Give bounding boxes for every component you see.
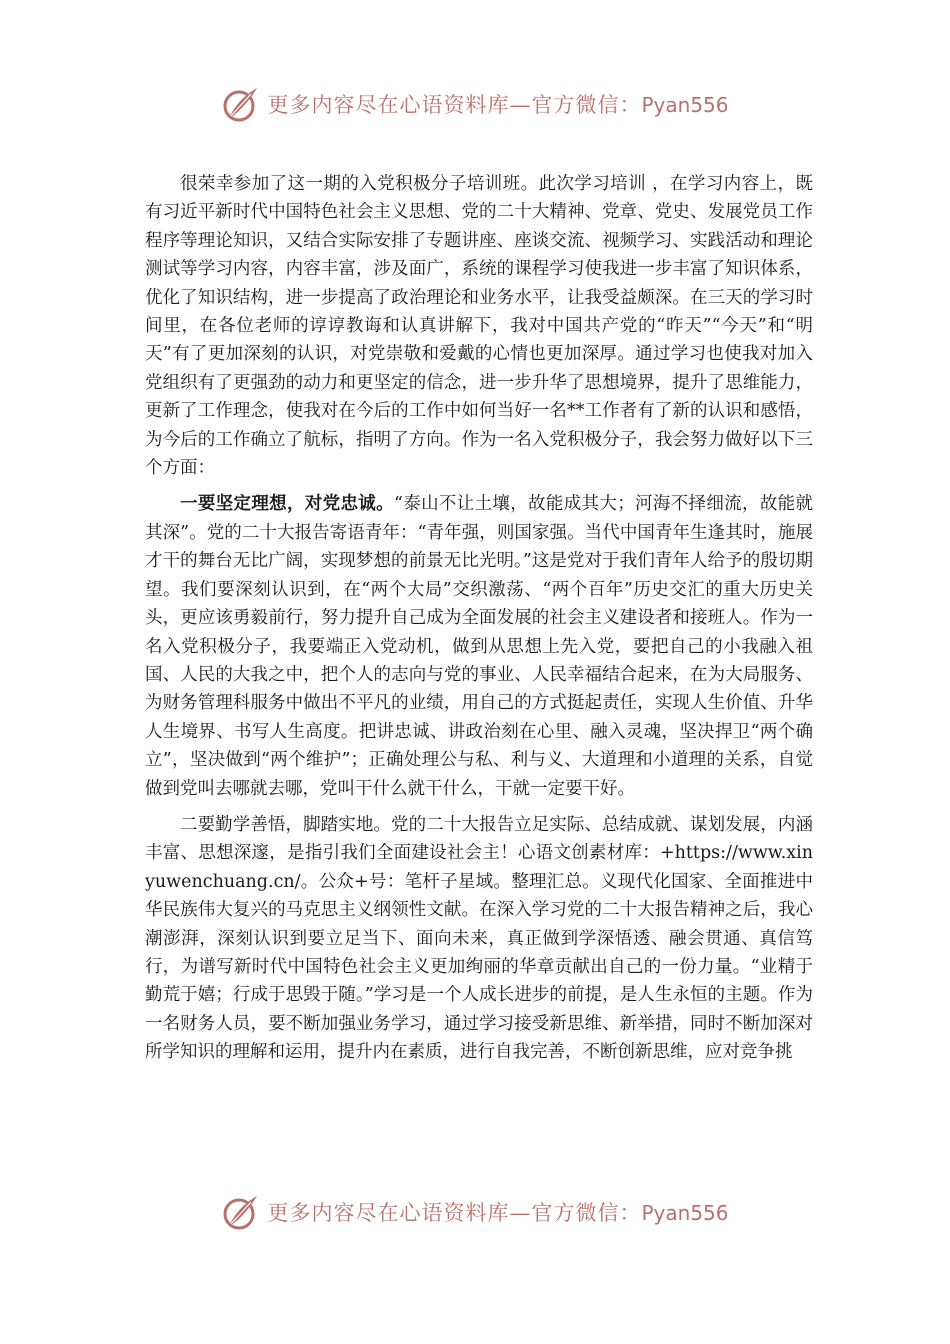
quill-logo-icon — [221, 84, 261, 124]
watermark-footer — [0, 1188, 950, 1236]
paragraph-text: 二要勤学善悟，脚踏实地。党的二十大报告立足实际、总结成就、谋划发展，内涵丰富、思想深邃，是指引我们全面建设社会主！心语文创素材库：+https://www.xinyuwenchuang.cn/。公众+号：笔杆子星域。整理汇总。义现代化国家、全面推进中华民族伟大复兴的马克思主义纲领性文献。在深入学习党的二十大报告精神之后，我心潮澎湃，深刻认识到要立足当下、面向未来，真正做到学深悟透、融会贯通、真信笃行，为谱写新时代中国特色社会主义更加绚丽的华章贡献出自己的一份力量。“业精于勤荒于嬉；行成于思毁于随。”学习是一个人成长进步的前提，是人生永恒的主题。作为一名财务人员，要不断加强业务学习，通过学习接受新思维、新举措，同时不断加深对所学知识的理解和运用，提升内在素质，进行自我完善，不断创新思维，应对竞争挑 — [145, 814, 813, 1063]
paragraph-text: 很荣幸参加了这一期的入党积极分子培训班。此次学习培训 ，在学习内容上，既有习近平新时代中国特色社会主义思想、党的二十大精神、党章、党史、发展党员工作程序等理论知识，又结合实际安排了专题讲座、座谈交流、视频学习、实践活动和理论测试等学习内容，内容丰富，涉及面广，系统的课程学习使我进一步丰富了知识体系，优化了知识结构，进一步提高了政治理论和业务水平，让我受益颇深。在三天的学习时间里，在各位老师的谆谆教诲和认真讲解下，我对中国共产党的“昨天”“今天”和“明天”有了更加深刻的认识，对党崇敬和爱戴的心情也更加深厚。通过学习也使我对加入党组织有了更强劲的动力和更坚定的信念，进一步升华了思想境界，提升了思维能力，更新了工作理念，使我对在今后的工作中如何当好一名**工作者有了新的认识和感悟，为今后的工作确立了航标，指明了方向。作为一名入党积极分子，我会努力做好以下三个方面： — [145, 174, 813, 479]
watermark-slogan: 更多内容尽在心语资料库—官方微信： — [267, 1201, 642, 1225]
paragraph-intro — [145, 170, 813, 482]
wechat-id: Pyan556 — [641, 1201, 729, 1225]
wechat-id: Pyan556 — [641, 93, 729, 117]
watermark-header — [0, 80, 950, 128]
paragraph-lead: 一要坚定理想，对党忠诚。 — [180, 494, 394, 515]
quill-logo-icon — [221, 1192, 261, 1232]
paragraph-text: “泰山不让土壤，故能成其大；河海不择细流，故能就其深”。党的二十大报告寄语青年：“青年强，则国家强。当代中国青年生逢其时，施展才干的舞台无比广阔，实现梦想的前景无比光明。”这是党对于我们青年人给予的殷切期望。我们要深刻认识到，在“两个大局”交织激荡、“两个百年”历史交汇的重大历史关头，更应该勇毅前行，努力提升自己成为全面发展的社会主义建设者和接班人。作为一名入党积极分子，我要端正入党动机，做到从思想上先入党，要把自己的小我融入祖国、人民的大我之中，把个人的志向与党的事业、人民幸福结合起来，在为大局服务、为财务管理科服务中做出不平凡的业绩，用自己的方式挺起责任，实现人生价值、升华人生境界、书写人生高度。把讲忠诚、讲政治刻在心里、融入灵魂，坚决捍卫“两个确立”，坚决做到“两个维护”；正确处理公与私、利与义、大道理和小道理的关系，自觉做到党叫去哪就去哪，党叫干什么就干什么，干就一定要干好。 — [145, 494, 814, 799]
watermark-text — [267, 89, 728, 119]
paragraph-point-two — [145, 811, 813, 1067]
document-body — [145, 170, 813, 1075]
watermark-text — [267, 1197, 728, 1227]
paragraph-point-one — [145, 490, 813, 802]
watermark-slogan: 更多内容尽在心语资料库—官方微信： — [267, 93, 642, 117]
